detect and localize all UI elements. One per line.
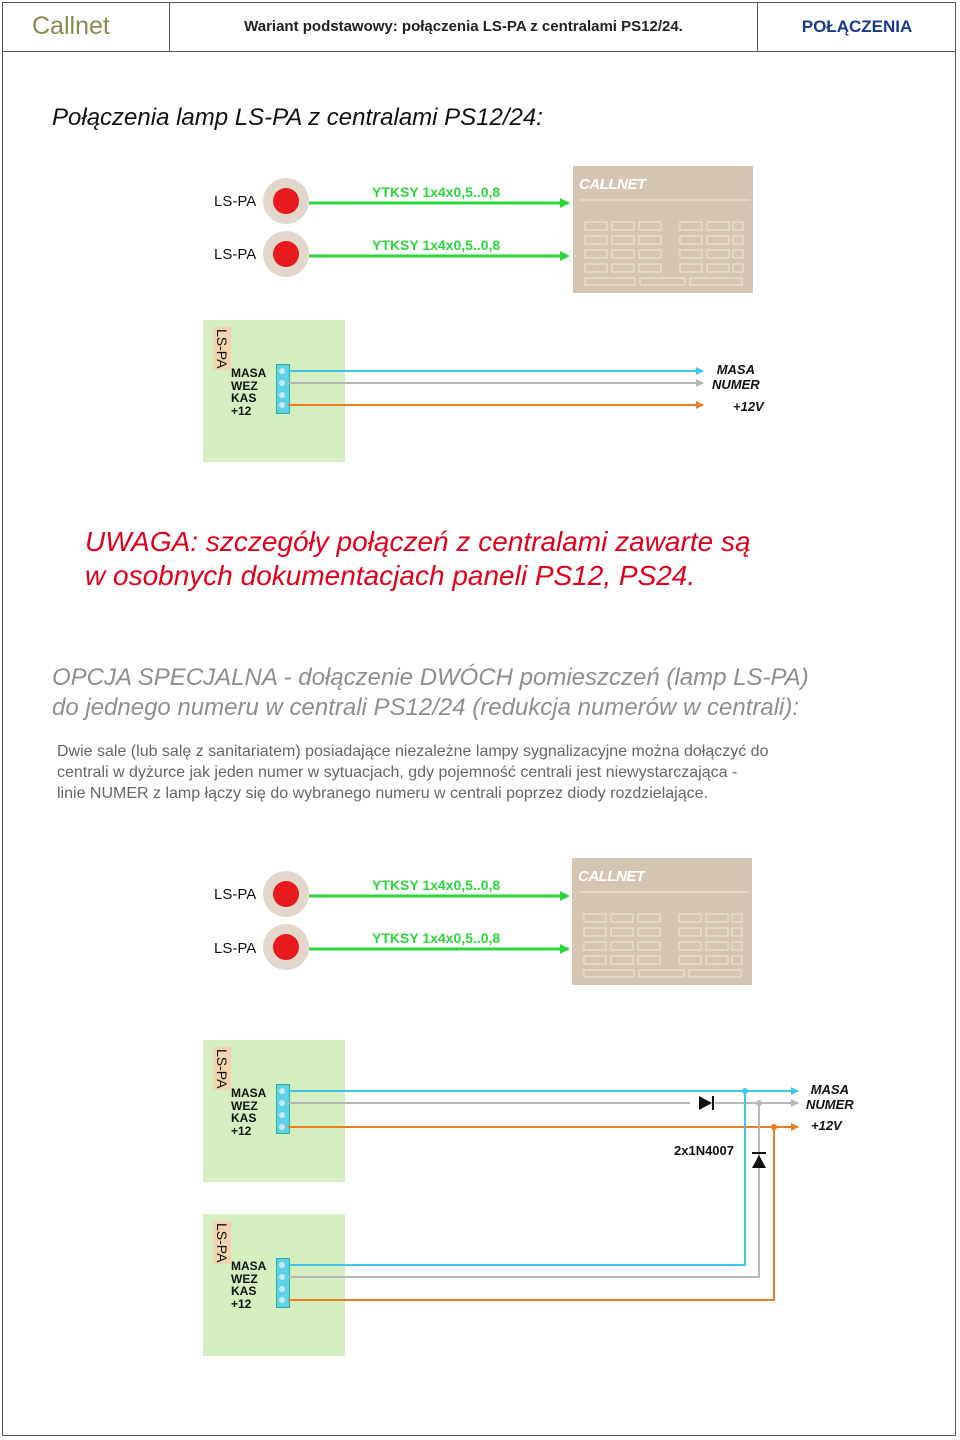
wire-masa xyxy=(288,1091,745,1265)
description-line: linie NUMER z lamp łączy się do wybranego numeru w centrali poprzez diody rozdzielające. xyxy=(57,785,708,802)
pin-masa: MASA xyxy=(231,1259,267,1273)
label-masa: MASA xyxy=(716,362,755,377)
pin-kas: KAS xyxy=(231,1284,257,1298)
label-numer: NUMER xyxy=(712,377,760,392)
terminal-pins xyxy=(279,1088,285,1130)
description-line: centrali w dyżurce jak jeden numer w sytuacjach, gdy pojemność centrali jest niewystarczająca - xyxy=(57,764,738,781)
lamp-label: LS-PA xyxy=(214,193,257,210)
pin-kas: KAS xyxy=(231,1111,257,1125)
cable-label: YTKSY 1x4x0,5..0,8 xyxy=(372,184,501,200)
pin-masa: MASA xyxy=(231,366,267,380)
pin-wez: WEZ xyxy=(231,1098,258,1113)
pin-masa: MASA xyxy=(231,1086,267,1100)
diode-symbol xyxy=(752,1153,766,1168)
option-line: do jednego numeru w centrali PS12/24 (redukcja numerów w centrali): xyxy=(52,694,800,721)
module-label: LS-PA xyxy=(214,329,230,369)
lamp-label: LS-PA xyxy=(214,886,257,903)
diode-symbol xyxy=(699,1096,713,1110)
option-line: OPCJA SPECJALNA - dołączenie DWÓCH pomieszczeń (lamp LS-PA) xyxy=(52,664,809,691)
pin-12: +12 xyxy=(231,1296,252,1311)
section-label: POŁĄCZENIA xyxy=(758,2,956,52)
pin-wez: WEZ xyxy=(231,1271,258,1286)
label-12v: +12V xyxy=(733,399,764,414)
lamp-label: LS-PA xyxy=(214,246,257,263)
panel-keypad xyxy=(580,200,750,285)
label-masa: MASA xyxy=(810,1082,849,1097)
cable-label: YTKSY 1x4x0,5..0,8 xyxy=(372,877,501,893)
label-12v: +12V xyxy=(811,1118,842,1133)
document-title: Wariant podstawowy: połączenia LS-PA z centralami PS12/24. xyxy=(170,2,758,52)
wire-numer xyxy=(288,1103,759,1277)
module-label: LS-PA xyxy=(214,1223,230,1263)
panel-keypad xyxy=(579,892,749,977)
pin-wez: WEZ xyxy=(231,378,258,393)
pin-12: +12 xyxy=(231,1123,252,1138)
brand-logo: Callnet xyxy=(2,2,170,52)
module-label: LS-PA xyxy=(214,1049,230,1089)
terminal-pins xyxy=(279,1262,285,1303)
pin-12: +12 xyxy=(231,403,252,418)
lamp-label: LS-PA xyxy=(214,940,257,957)
warning-line: w osobnych dokumentacjach paneli PS12, PS24. xyxy=(85,560,696,591)
cable-label: YTKSY 1x4x0,5..0,8 xyxy=(372,237,501,253)
cable-label: YTKSY 1x4x0,5..0,8 xyxy=(372,930,501,946)
wire-12v xyxy=(288,1127,774,1300)
label-numer: NUMER xyxy=(806,1097,854,1112)
diode-label: 2x1N4007 xyxy=(674,1143,734,1158)
description-line: Dwie sale (lub salę z sanitariatem) posiadające niezależne lampy sygnalizacyjne można dołączyć do xyxy=(57,743,769,760)
terminal-pins xyxy=(279,368,285,408)
warning-line: UWAGA: szczegóły połączeń z centralami zawarte są xyxy=(85,526,751,557)
panel-brand: CALLNET xyxy=(579,176,646,193)
pin-kas: KAS xyxy=(231,391,257,405)
panel-brand: CALLNET xyxy=(578,868,645,885)
page-title: Połączenia lamp LS-PA z centralami PS12/24: xyxy=(52,104,543,131)
